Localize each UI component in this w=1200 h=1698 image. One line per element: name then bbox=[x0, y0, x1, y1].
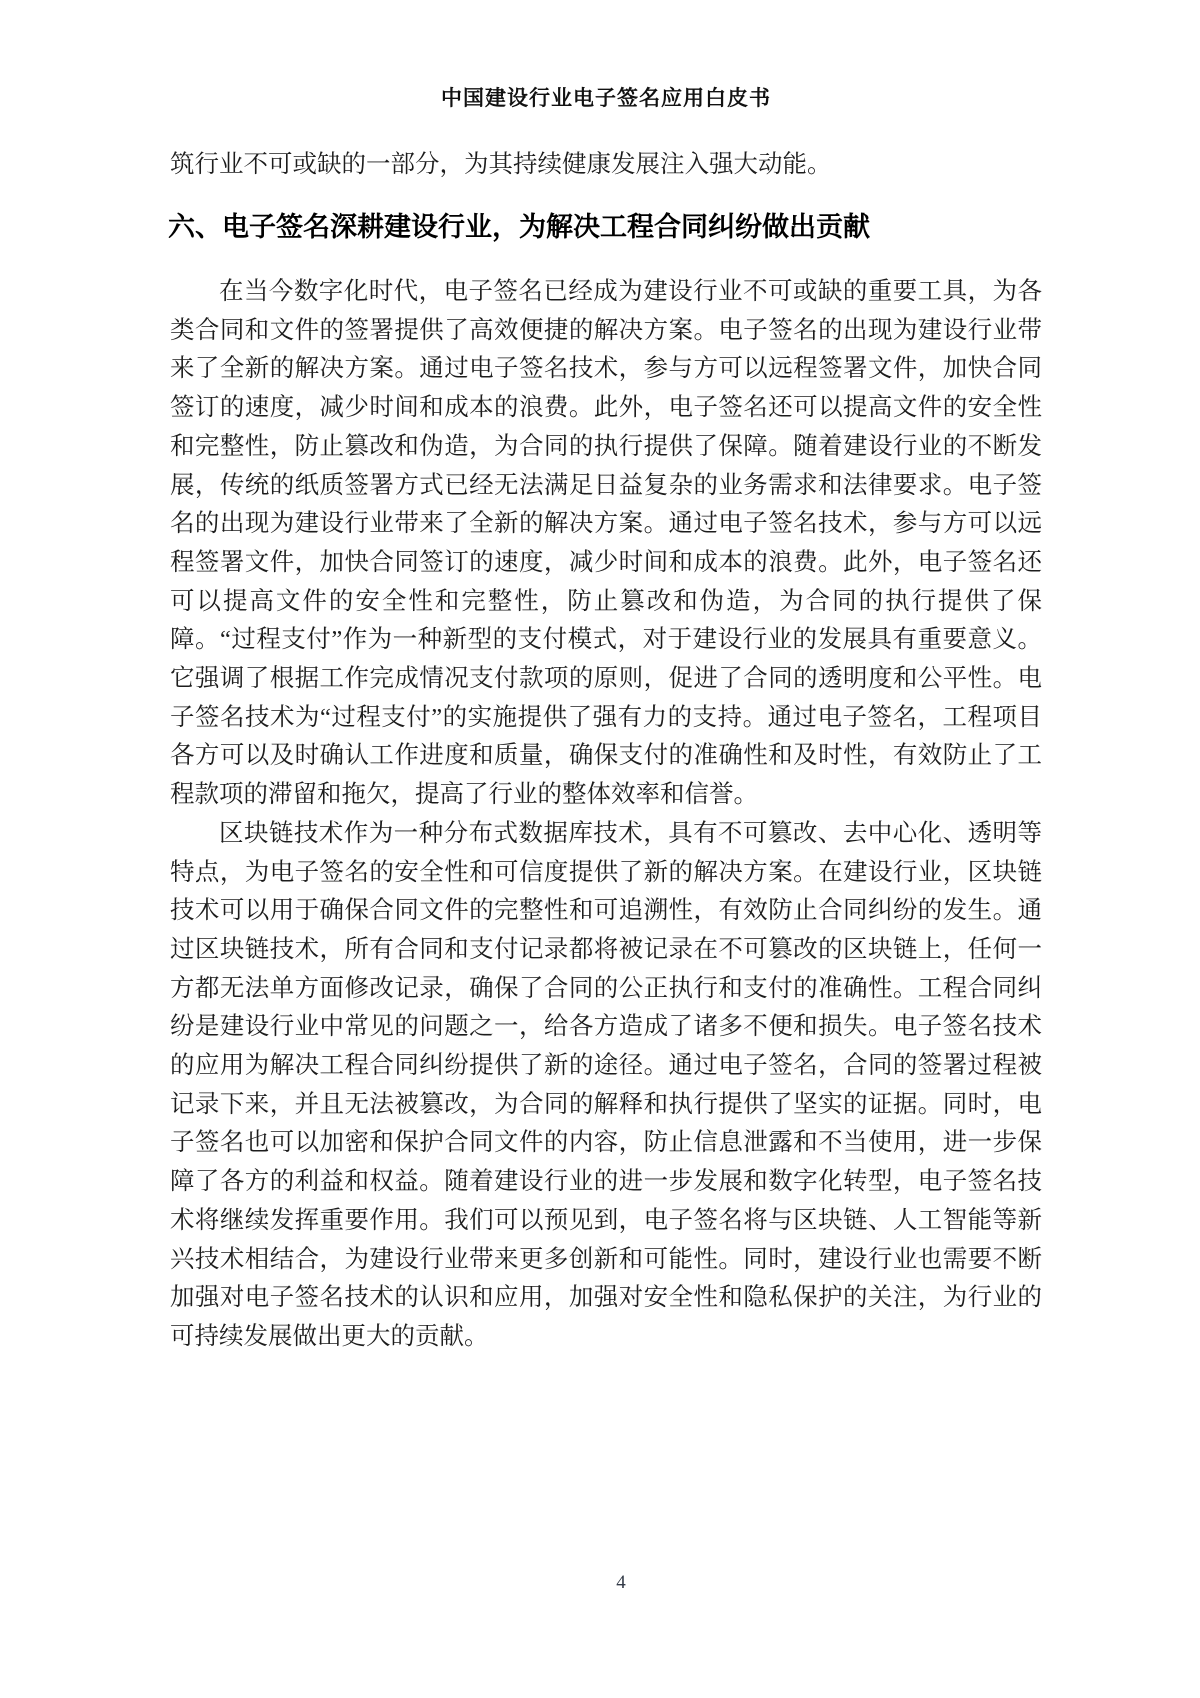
body-text bbox=[170, 273, 1042, 1357]
section-heading: 六、电子签名深耕建设行业，为解决工程合同纠纷做出贡献 bbox=[168, 212, 870, 242]
document-header-title: 中国建设行业电子签名应用白皮书 bbox=[441, 87, 771, 110]
page-number: 4 bbox=[616, 1572, 626, 1593]
paragraph: 区块链技术作为一种分布式数据库技术，具有不可篡改、去中心化、透明等特点，为电子签名的安全性和可信度提供了新的解决方案。在建设行业，区块链技术可以用于确保合同文件的完整性和可追溯性，有效防止合同纠纷的发生。通过区块链技术，所有合同和支付记录都将被记录在不可篡改的区块链上，任何一方都无法单方面修改记录，确保了合同的公正执行和支付的准确性。工程合同纠纷是建设行业中常见的问题之一，给各方造成了诸多不便和损失。电子签名技术的应用为解决工程合同纠纷提供了新的途径。通过电子签名，合同的签署过程被记录下来，并且无法被篡改，为合同的解释和执行提供了坚实的证据。同时，电子签名也可以加密和保护合同文件的内容，防止信息泄露和不当使用，进一步保障了各方的利益和权益。随着建设行业的进一步发展和数字化转型，电子签名技术将继续发挥重要作用。我们可以预见到，电子签名将与区块链、人工智能等新兴技术相结合，为建设行业带来更多创新和可能性。同时，建设行业也需要不断加强对电子签名技术的认识和应用，加强对安全性和隐私保护的关注，为行业的可持续发展做出更大的贡献。 bbox=[170, 819, 1042, 1350]
paragraph-continuation: 筑行业不可或缺的一部分，为其持续健康发展注入强大动能。 bbox=[170, 151, 832, 178]
paragraph: 在当今数字化时代，电子签名已经成为建设行业不可或缺的重要工具，为各类合同和文件的签署提供了高效便捷的解决方案。电子签名的出现为建设行业带来了全新的解决方案。通过电子签名技术，参与方可以远程签署文件，加快合同签订的速度，减少时间和成本的浪费。此外，电子签名还可以提高文件的安全性和完整性，防止篡改和伪造，为合同的执行提供了保障。随着建设行业的不断发展，传统的纸质签署方式已经无法满足日益复杂的业务需求和法律要求。电子签名的出现为建设行业带来了全新的解决方案。通过电子签名技术，参与方可以远程签署文件，加快合同签订的速度，减少时间和成本的浪费。此外，电子签名还可以提高文件的安全性和完整性，防止篡改和伪造，为合同的执行提供了保障。“过程支付”作为一种新型的支付模式，对于建设行业的发展具有重要意义。它强调了根据工作完成情况支付款项的原则，促进了合同的透明度和公平性。电子签名技术为“过程支付”的实施提供了强有力的支持。通过电子签名，工程项目各方可以及时确认工作进度和质量，确保支付的准确性和及时性，有效防止了工程款项的滞留和拖欠，提高了行业的整体效率和信誉。 bbox=[170, 278, 1042, 809]
